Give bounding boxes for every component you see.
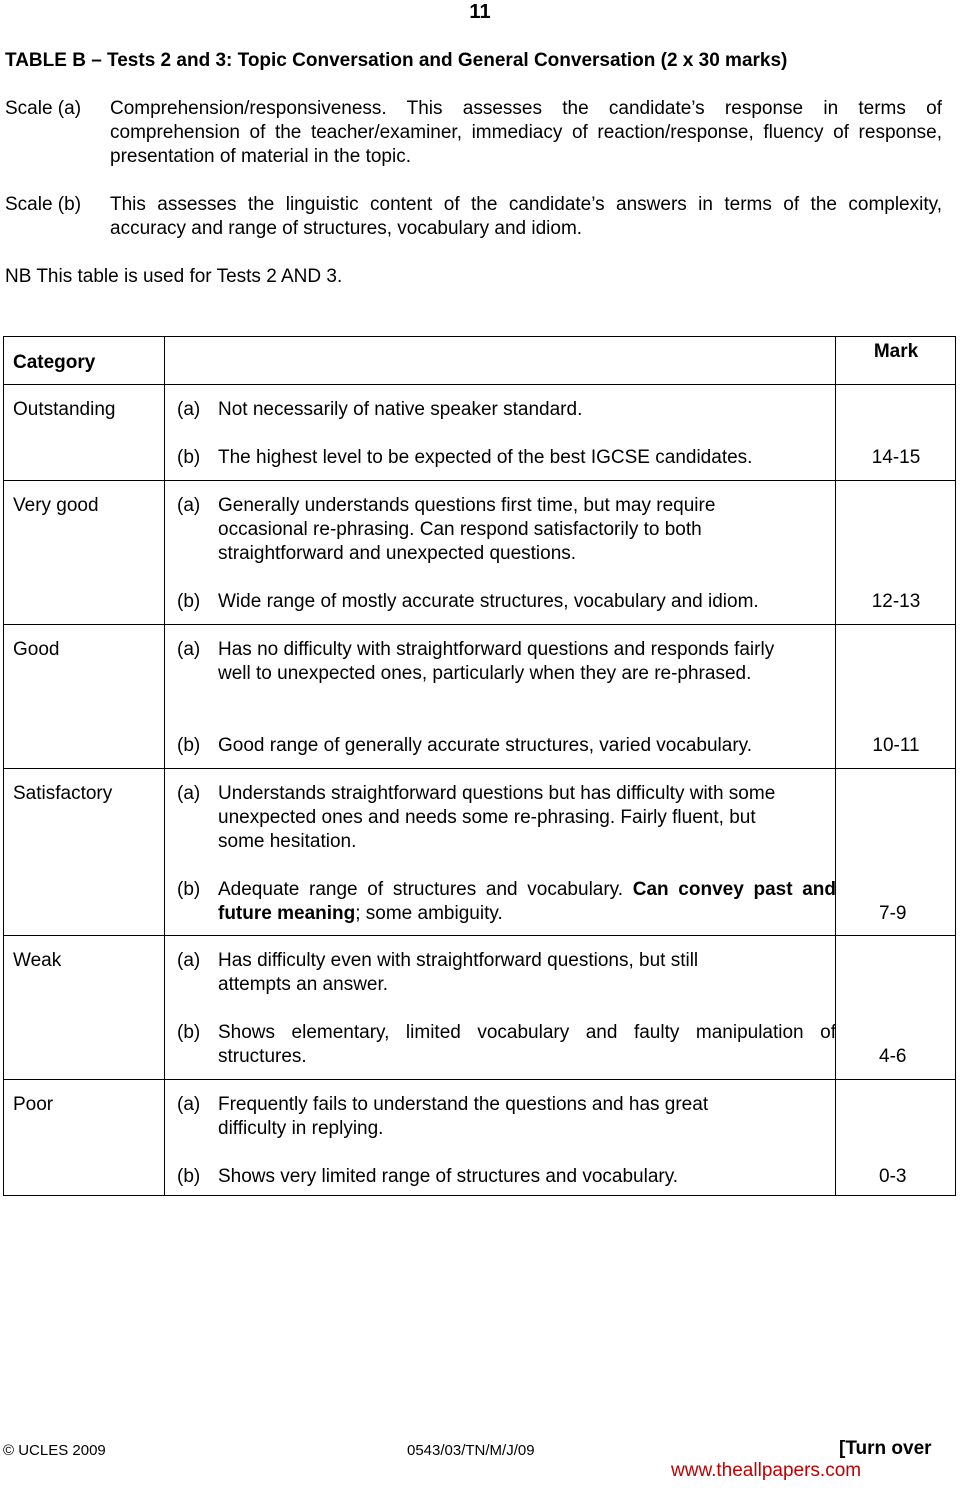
criterion-letter: (b) xyxy=(177,735,201,756)
mark-poor: 0-3 xyxy=(879,1166,907,1187)
scale-a-label: Scale (a) xyxy=(5,98,82,119)
header-category: Category xyxy=(13,352,96,373)
criterion-letter: (a) xyxy=(177,1094,201,1115)
document-code: 0543/03/TN/M/J/09 xyxy=(407,1442,535,1459)
criterion-text: Shows elementary, limited vocabulary and faulty manipulation of structures. xyxy=(218,1022,836,1067)
mark-weak: 4-6 xyxy=(879,1046,907,1067)
header-mark: Mark xyxy=(873,341,919,362)
page-number: 11 xyxy=(469,1,491,23)
scale-b-label: Scale (b) xyxy=(5,194,82,215)
website-link[interactable]: www.theallpapers.com xyxy=(671,1460,862,1481)
criterion-text xyxy=(218,878,836,926)
column-divider xyxy=(164,337,165,1195)
row-divider xyxy=(4,1079,955,1080)
criterion-text-part: ; some ambiguity. xyxy=(355,903,503,924)
criterion-text: Frequently fails to understand the questions and has great difficulty in replying. xyxy=(218,1094,709,1139)
criterion-text: Wide range of mostly accurate structures, vocabulary and idiom. xyxy=(218,591,759,612)
row-divider xyxy=(4,624,955,625)
criterion-letter: (a) xyxy=(177,639,201,660)
criterion-letter: (b) xyxy=(177,447,201,468)
turn-over-note: [Turn over xyxy=(839,1438,932,1459)
criterion-text: Good range of generally accurate structures, varied vocabulary. xyxy=(218,735,753,756)
criterion-letter: (a) xyxy=(177,783,201,804)
criterion-text-part: Adequate range of structures and vocabulary. xyxy=(218,879,633,900)
criterion-letter: (a) xyxy=(177,399,201,420)
mark-satisfactory: 7-9 xyxy=(879,903,907,924)
criterion-text: Shows very limited range of structures and vocabulary. xyxy=(218,1166,679,1187)
criterion-letter: (a) xyxy=(177,950,201,971)
mark-outstanding: 14-15 xyxy=(871,447,921,468)
criterion-text: Has difficulty even with straightforward questions, but still attempts an answer. xyxy=(218,950,699,995)
scale-a-description: Comprehension/responsiveness. This assesses the candidate’s response in terms of comprehension of the teacher/examiner, immediacy of reaction/response, fluency of response, presentation of material in the topic. xyxy=(110,98,942,167)
criterion-letter: (b) xyxy=(177,879,201,900)
criterion-text: The highest level to be expected of the best IGCSE candidates. xyxy=(218,447,753,468)
criterion-text: Has no difficulty with straightforward questions and responds fairly well to unexpected ones, particularly when they are re-phrased. xyxy=(218,639,775,684)
category-weak: Weak xyxy=(13,950,62,971)
mark-very-good: 12-13 xyxy=(871,591,921,612)
scale-b-description: This assesses the linguistic content of the candidate’s answers in terms of the complexity, accuracy and range of structures, vocabulary and idiom. xyxy=(110,194,942,239)
category-satisfactory: Satisfactory xyxy=(13,783,113,804)
criterion-text: Understands straightforward questions but has difficulty with some unexpected ones and needs some re-phrasing. Fairly fluent, but some hesitation. xyxy=(218,783,776,852)
criterion-letter: (a) xyxy=(177,495,201,516)
row-divider xyxy=(4,768,955,769)
category-poor: Poor xyxy=(13,1094,54,1115)
criterion-letter: (b) xyxy=(177,591,201,612)
row-divider xyxy=(4,384,955,385)
mark-good: 10-11 xyxy=(872,735,920,756)
category-very-good: Very good xyxy=(13,495,99,516)
category-outstanding: Outstanding xyxy=(13,399,116,420)
nb-note: NB This table is used for Tests 2 AND 3. xyxy=(5,266,343,287)
category-good: Good xyxy=(13,639,60,660)
row-divider xyxy=(4,480,955,481)
rubric-table xyxy=(3,336,956,1196)
criterion-letter: (b) xyxy=(177,1022,201,1043)
row-divider xyxy=(4,935,955,936)
table-title: TABLE B – Tests 2 and 3: Topic Conversation and General Conversation (2 x 30 marks) xyxy=(5,50,788,71)
criterion-text: Generally understands questions first time, but may require occasional re-phrasing. Can respond satisfactorily to both straightforward and unexpected questions. xyxy=(218,495,716,564)
criterion-text: Not necessarily of native speaker standard. xyxy=(218,399,583,420)
copyright-notice: © UCLES 2009 xyxy=(3,1442,106,1459)
criterion-text-emphasis: Can convey past and future meaning xyxy=(218,879,836,924)
criterion-letter: (b) xyxy=(177,1166,201,1187)
